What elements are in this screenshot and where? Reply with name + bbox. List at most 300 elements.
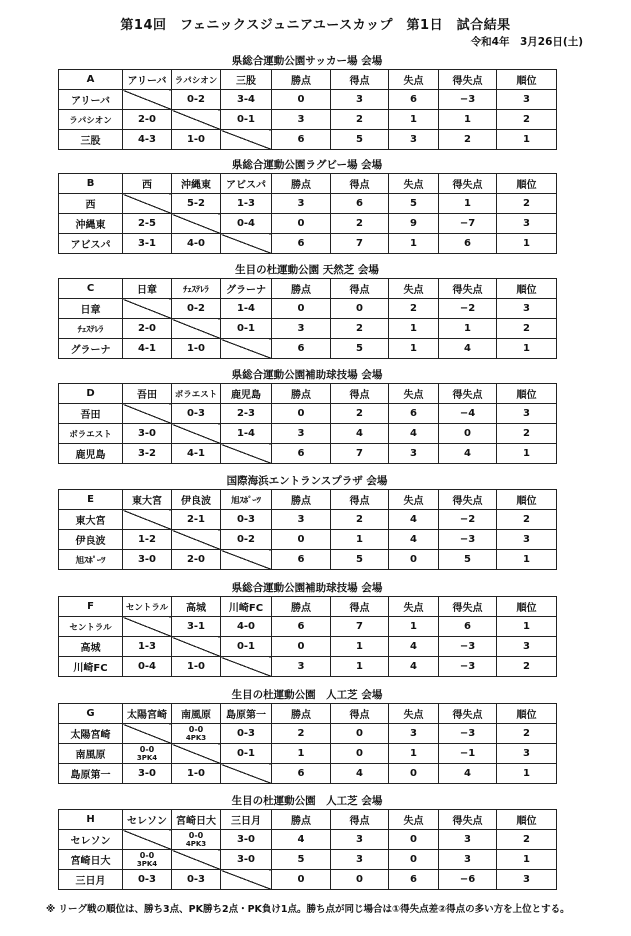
stat-cell: 3 [272,510,331,530]
stat-cell: 3 [389,724,439,744]
stat-header: 得点 [331,810,389,830]
score-cell: 1-3 [123,637,172,657]
team-row-name: 旭ｽﾎﾟｰﾂ [59,550,123,570]
team-column-header: 高城 [172,597,221,617]
stat-cell: 1 [389,339,439,359]
stat-cell: −3 [439,637,497,657]
stat-header: 得失点 [439,279,497,299]
group-label: D [59,384,123,404]
table-row [59,637,557,657]
table-row [59,130,557,150]
table-row [59,404,557,424]
score-cell: 3-0 [221,830,272,850]
stat-cell: −3 [439,657,497,677]
stat-cell: 4 [389,510,439,530]
pk-text: 3PK4 [136,753,158,762]
score-cell: 1-0 [172,657,221,677]
stat-cell: 6 [439,617,497,637]
stat-cell: −1 [439,744,497,764]
stat-cell: 3 [497,299,557,319]
table-row [59,724,557,744]
score-cell: 2-5 [123,214,172,234]
stat-header: 得点 [331,597,389,617]
stat-cell: 5 [389,194,439,214]
pk-text: 4PK3 [185,733,207,742]
team-column-header: セントラル [123,597,172,617]
group-f [58,580,556,677]
self-match-cell [221,234,272,254]
score-cell: 4-1 [123,339,172,359]
stat-cell: 3 [272,657,331,677]
self-match-cell [172,424,221,444]
team-column-header: 東大宮 [123,490,172,510]
stat-cell: 0 [389,550,439,570]
team-column-header: ﾁｪｽﾃﾚﾗ [172,279,221,299]
score-cell: 0-4 [123,657,172,677]
stat-cell: 2 [331,214,389,234]
stat-cell: 1 [389,744,439,764]
team-row-name: セレソン [59,830,123,850]
score-cell: 2-1 [172,510,221,530]
venue-title: 県総合運動公園補助球技場 会場 [231,369,383,381]
stat-header: 失点 [389,597,439,617]
stat-header: 勝点 [272,490,331,510]
team-column-header: 太陽宮崎 [123,704,172,724]
team-column-header: アリーバ [123,70,172,90]
team-column-header: ラパシオン [172,70,221,90]
self-match-cell [172,744,221,764]
team-column-header: アビスパ [221,174,272,194]
stat-cell: 6 [389,404,439,424]
stat-cell: 2 [497,510,557,530]
team-column-header: グラーナ [221,279,272,299]
score-text: 0-0 [188,830,204,840]
score-cell: 0-2 [221,530,272,550]
team-column-header: 伊良波 [172,490,221,510]
stat-cell: 0 [389,850,439,870]
score-cell: 1-0 [172,764,221,784]
score-cell: 1-0 [172,130,221,150]
self-match-cell [123,194,172,214]
stat-cell: 3 [331,90,389,110]
stat-cell: 7 [331,617,389,637]
self-match-cell [221,764,272,784]
self-match-cell [172,530,221,550]
stat-cell: 2 [497,657,557,677]
score-cell: 3-0 [221,850,272,870]
stat-header: 得点 [331,70,389,90]
self-match-cell [172,637,221,657]
team-column-header: 三日月 [221,810,272,830]
team-column-header: 宮崎日大 [172,810,221,830]
stat-header: 勝点 [272,174,331,194]
header-row [59,704,557,724]
table-row [59,850,557,870]
group-label: B [59,174,123,194]
score-cell: 1-3 [221,194,272,214]
stat-cell: 3 [439,850,497,870]
self-match-cell [221,550,272,570]
table-row [59,214,557,234]
team-column-header: 島原第一 [221,704,272,724]
team-row-name: ﾁｪｽﾃﾚﾗ [59,319,123,339]
stat-cell: −7 [439,214,497,234]
table-row [59,424,557,444]
stat-cell: 3 [497,744,557,764]
score-cell: 0-1 [221,110,272,130]
venue-title: 生目の杜運動公園 人工芝 会場 [231,795,383,807]
stat-header: 得失点 [439,174,497,194]
stat-cell: 2 [331,404,389,424]
stat-cell: 6 [272,234,331,254]
stat-cell: 4 [389,530,439,550]
team-row-name: アリーバ [59,90,123,110]
stat-header: 順位 [497,490,557,510]
stat-header: 得失点 [439,597,497,617]
score-cell: 3-1 [123,234,172,254]
table-row [59,319,557,339]
stat-header: 順位 [497,704,557,724]
stat-cell: 4 [389,424,439,444]
stat-cell: −3 [439,530,497,550]
header-row [59,490,557,510]
stat-cell: 3 [331,850,389,870]
score-cell: 3-4 [221,90,272,110]
stat-cell: 0 [389,830,439,850]
stat-header: 勝点 [272,704,331,724]
stat-header: 得失点 [439,704,497,724]
score-cell: 3-0 [123,424,172,444]
self-match-cell [123,617,172,637]
stat-header: 順位 [497,810,557,830]
stat-header: 失点 [389,70,439,90]
group-b [58,157,556,254]
stat-header: 順位 [497,597,557,617]
self-match-cell [221,130,272,150]
stat-cell: 1 [497,550,557,570]
stat-cell: 4 [389,637,439,657]
group-a [58,53,556,150]
score-cell: 4-3 [123,130,172,150]
group-label: E [59,490,123,510]
stat-cell: 1 [497,850,557,870]
stat-cell: 6 [272,617,331,637]
stat-header: 得点 [331,174,389,194]
stat-cell: 3 [272,110,331,130]
stat-header: 失点 [389,810,439,830]
stat-cell: 3 [389,444,439,464]
team-row-name: 三股 [59,130,123,150]
stat-cell: 1 [331,657,389,677]
stat-cell: 2 [497,830,557,850]
stat-cell: 6 [272,130,331,150]
stat-cell: 0 [272,870,331,890]
self-match-cell [172,850,221,870]
score-cell: 4-0 [172,234,221,254]
group-h [58,793,556,890]
stat-cell: 5 [331,130,389,150]
stat-cell: 1 [389,234,439,254]
score-cell: 1-2 [123,530,172,550]
stat-cell: 5 [331,550,389,570]
header-row [59,279,557,299]
stat-cell: 3 [497,90,557,110]
score-cell: 4-1 [172,444,221,464]
stat-cell: 0 [272,530,331,550]
team-column-header: 南風原 [172,704,221,724]
stat-header: 得点 [331,490,389,510]
stat-header: 勝点 [272,384,331,404]
score-cell: 0-1 [221,637,272,657]
score-cell: 3-1 [172,617,221,637]
standings-table [58,596,557,677]
score-cell: 0-4 [221,214,272,234]
stat-header: 失点 [389,704,439,724]
team-column-header: 日章 [123,279,172,299]
team-row-name: 東大宮 [59,510,123,530]
group-label: H [59,810,123,830]
score-cell: 0-3 [172,870,221,890]
stat-header: 得点 [331,704,389,724]
stat-cell: 6 [272,764,331,784]
score-cell: 0-3 [221,510,272,530]
group-c [58,262,556,359]
stat-cell: 0 [272,637,331,657]
stat-cell: 6 [389,90,439,110]
stat-cell: 0 [389,764,439,784]
team-row-name: 川崎FC [59,657,123,677]
pk-text: 4PK3 [185,839,207,848]
stat-cell: −3 [439,724,497,744]
score-cell: 0-3 [172,404,221,424]
venue-title: 生目の杜運動公園 天然芝 会場 [235,264,379,276]
standings-table [58,703,557,784]
team-row-name: ラパシオン [59,110,123,130]
header-row [59,384,557,404]
stat-cell: −6 [439,870,497,890]
table-row [59,510,557,530]
stat-cell: 6 [272,339,331,359]
stat-cell: 1 [389,319,439,339]
stat-cell: 1 [439,319,497,339]
score-cell: 5-2 [172,194,221,214]
stat-header: 得失点 [439,490,497,510]
team-row-name: 南風原 [59,744,123,764]
standings-table [58,489,557,570]
team-column-header: 鹿児島 [221,384,272,404]
team-row-name: 西 [59,194,123,214]
score-cell: 3-0 [123,764,172,784]
team-column-header: 沖縄東 [172,174,221,194]
score-cell: 0-3 [221,724,272,744]
stat-cell: 1 [439,110,497,130]
team-row-name: アビスパ [59,234,123,254]
stat-cell: 2 [497,424,557,444]
stat-cell: 2 [497,110,557,130]
standings-table [58,173,557,254]
venue-title: 県総合運動公園ラグビー場 会場 [231,159,383,171]
stat-cell: −3 [439,90,497,110]
self-match-cell [221,444,272,464]
score-cell: 0-1 [221,319,272,339]
self-match-cell [123,830,172,850]
score-text: 0-0 [139,850,155,860]
team-column-header: 西 [123,174,172,194]
group-label: G [59,704,123,724]
team-row-name: 沖縄東 [59,214,123,234]
stat-cell: 7 [331,444,389,464]
team-row-name: 宮崎日大 [59,850,123,870]
table-row [59,617,557,637]
group-label: C [59,279,123,299]
stat-cell: 0 [272,404,331,424]
stat-cell: −2 [439,299,497,319]
team-row-name: 鹿児島 [59,444,123,464]
stat-cell: 6 [272,550,331,570]
standings-table [58,383,557,464]
stat-cell: 3 [497,637,557,657]
table-row [59,90,557,110]
score-text: 0-0 [139,744,155,754]
team-row-name: 日章 [59,299,123,319]
stat-cell: 4 [439,444,497,464]
stat-cell: 1 [331,530,389,550]
stat-cell: 3 [272,194,331,214]
stat-cell: 3 [497,870,557,890]
stat-cell: 4 [439,764,497,784]
pk-score-cell [123,744,172,764]
header-row [59,597,557,617]
standings-table [58,69,557,150]
score-cell: 2-3 [221,404,272,424]
score-cell: 2-0 [123,110,172,130]
team-row-name: 太陽宮崎 [59,724,123,744]
stat-cell: 3 [272,424,331,444]
stat-header: 得失点 [439,70,497,90]
stat-cell: 2 [272,724,331,744]
table-row [59,339,557,359]
stat-cell: 0 [272,214,331,234]
table-row [59,444,557,464]
document-title: 第14回 フェニックスジュニアユースカップ 第1日 試合結果 [120,18,511,33]
header-row [59,810,557,830]
table-row [59,530,557,550]
self-match-cell [123,299,172,319]
stat-header: 順位 [497,279,557,299]
stat-cell: 9 [389,214,439,234]
stat-cell: 2 [497,724,557,744]
stat-cell: 1 [497,234,557,254]
table-row [59,550,557,570]
pk-score-cell [172,724,221,744]
team-row-name: 島原第一 [59,764,123,784]
self-match-cell [123,724,172,744]
stat-header: 失点 [389,279,439,299]
stat-cell: 2 [497,319,557,339]
stat-cell: 0 [331,299,389,319]
team-row-name: ボラエスト [59,424,123,444]
table-row [59,194,557,214]
standings-table [58,809,557,890]
group-g [58,687,556,784]
stat-header: 失点 [389,174,439,194]
stat-header: 得失点 [439,384,497,404]
stat-cell: 4 [439,339,497,359]
stat-cell: 5 [331,339,389,359]
score-cell: 1-4 [221,299,272,319]
pk-score-cell [172,830,221,850]
stat-cell: 7 [331,234,389,254]
stat-cell: 3 [497,530,557,550]
stat-cell: 6 [389,870,439,890]
stat-header: 得点 [331,384,389,404]
stat-cell: 5 [439,550,497,570]
stat-cell: 1 [439,194,497,214]
stat-header: 順位 [497,384,557,404]
team-column-header: 吾田 [123,384,172,404]
venue-title: 県総合運動公園サッカー場 会場 [231,55,383,67]
score-cell: 2-0 [123,319,172,339]
stat-header: 勝点 [272,597,331,617]
team-column-header: 川崎FC [221,597,272,617]
table-row [59,234,557,254]
stat-cell: 2 [331,319,389,339]
stat-cell: 6 [331,194,389,214]
stat-cell: −4 [439,404,497,424]
team-row-name: 三日月 [59,870,123,890]
stat-cell: 0 [439,424,497,444]
score-cell: 3-0 [123,550,172,570]
stat-cell: 0 [331,870,389,890]
stat-cell: 3 [439,830,497,850]
self-match-cell [221,657,272,677]
venue-title: 国際海浜エントランスプラザ 会場 [226,475,388,487]
team-row-name: グラーナ [59,339,123,359]
stat-cell: 1 [331,637,389,657]
stat-cell: 1 [497,339,557,359]
stat-header: 順位 [497,70,557,90]
score-cell: 2-0 [172,550,221,570]
stat-cell: 1 [389,617,439,637]
venue-title: 生目の杜運動公園 人工芝 会場 [231,689,383,701]
self-match-cell [221,339,272,359]
group-label: A [59,70,123,90]
group-d [58,367,556,464]
stat-header: 失点 [389,384,439,404]
group-e [58,473,556,570]
self-match-cell [123,404,172,424]
stat-cell: 3 [389,130,439,150]
team-column-header: セレソン [123,810,172,830]
score-text: 0-0 [188,724,204,734]
table-row [59,657,557,677]
footnote: ※ リーグ戦の順位は、勝ち3点、PK勝ち2点・PK負け1点。勝ち点が同じ場合は①得失点差②得点の多い方を上位とする。 [46,904,570,915]
stat-cell: 0 [272,90,331,110]
stat-cell: −2 [439,510,497,530]
stat-cell: 2 [389,299,439,319]
stat-cell: 3 [272,319,331,339]
pk-text: 3PK4 [136,859,158,868]
stat-cell: 1 [497,617,557,637]
stat-cell: 4 [389,657,439,677]
self-match-cell [172,110,221,130]
stat-cell: 3 [497,404,557,424]
stat-cell: 0 [331,744,389,764]
score-cell: 4-0 [221,617,272,637]
score-cell: 0-2 [172,90,221,110]
stat-header: 失点 [389,490,439,510]
team-column-header: 旭ｽﾎﾟｰﾂ [221,490,272,510]
